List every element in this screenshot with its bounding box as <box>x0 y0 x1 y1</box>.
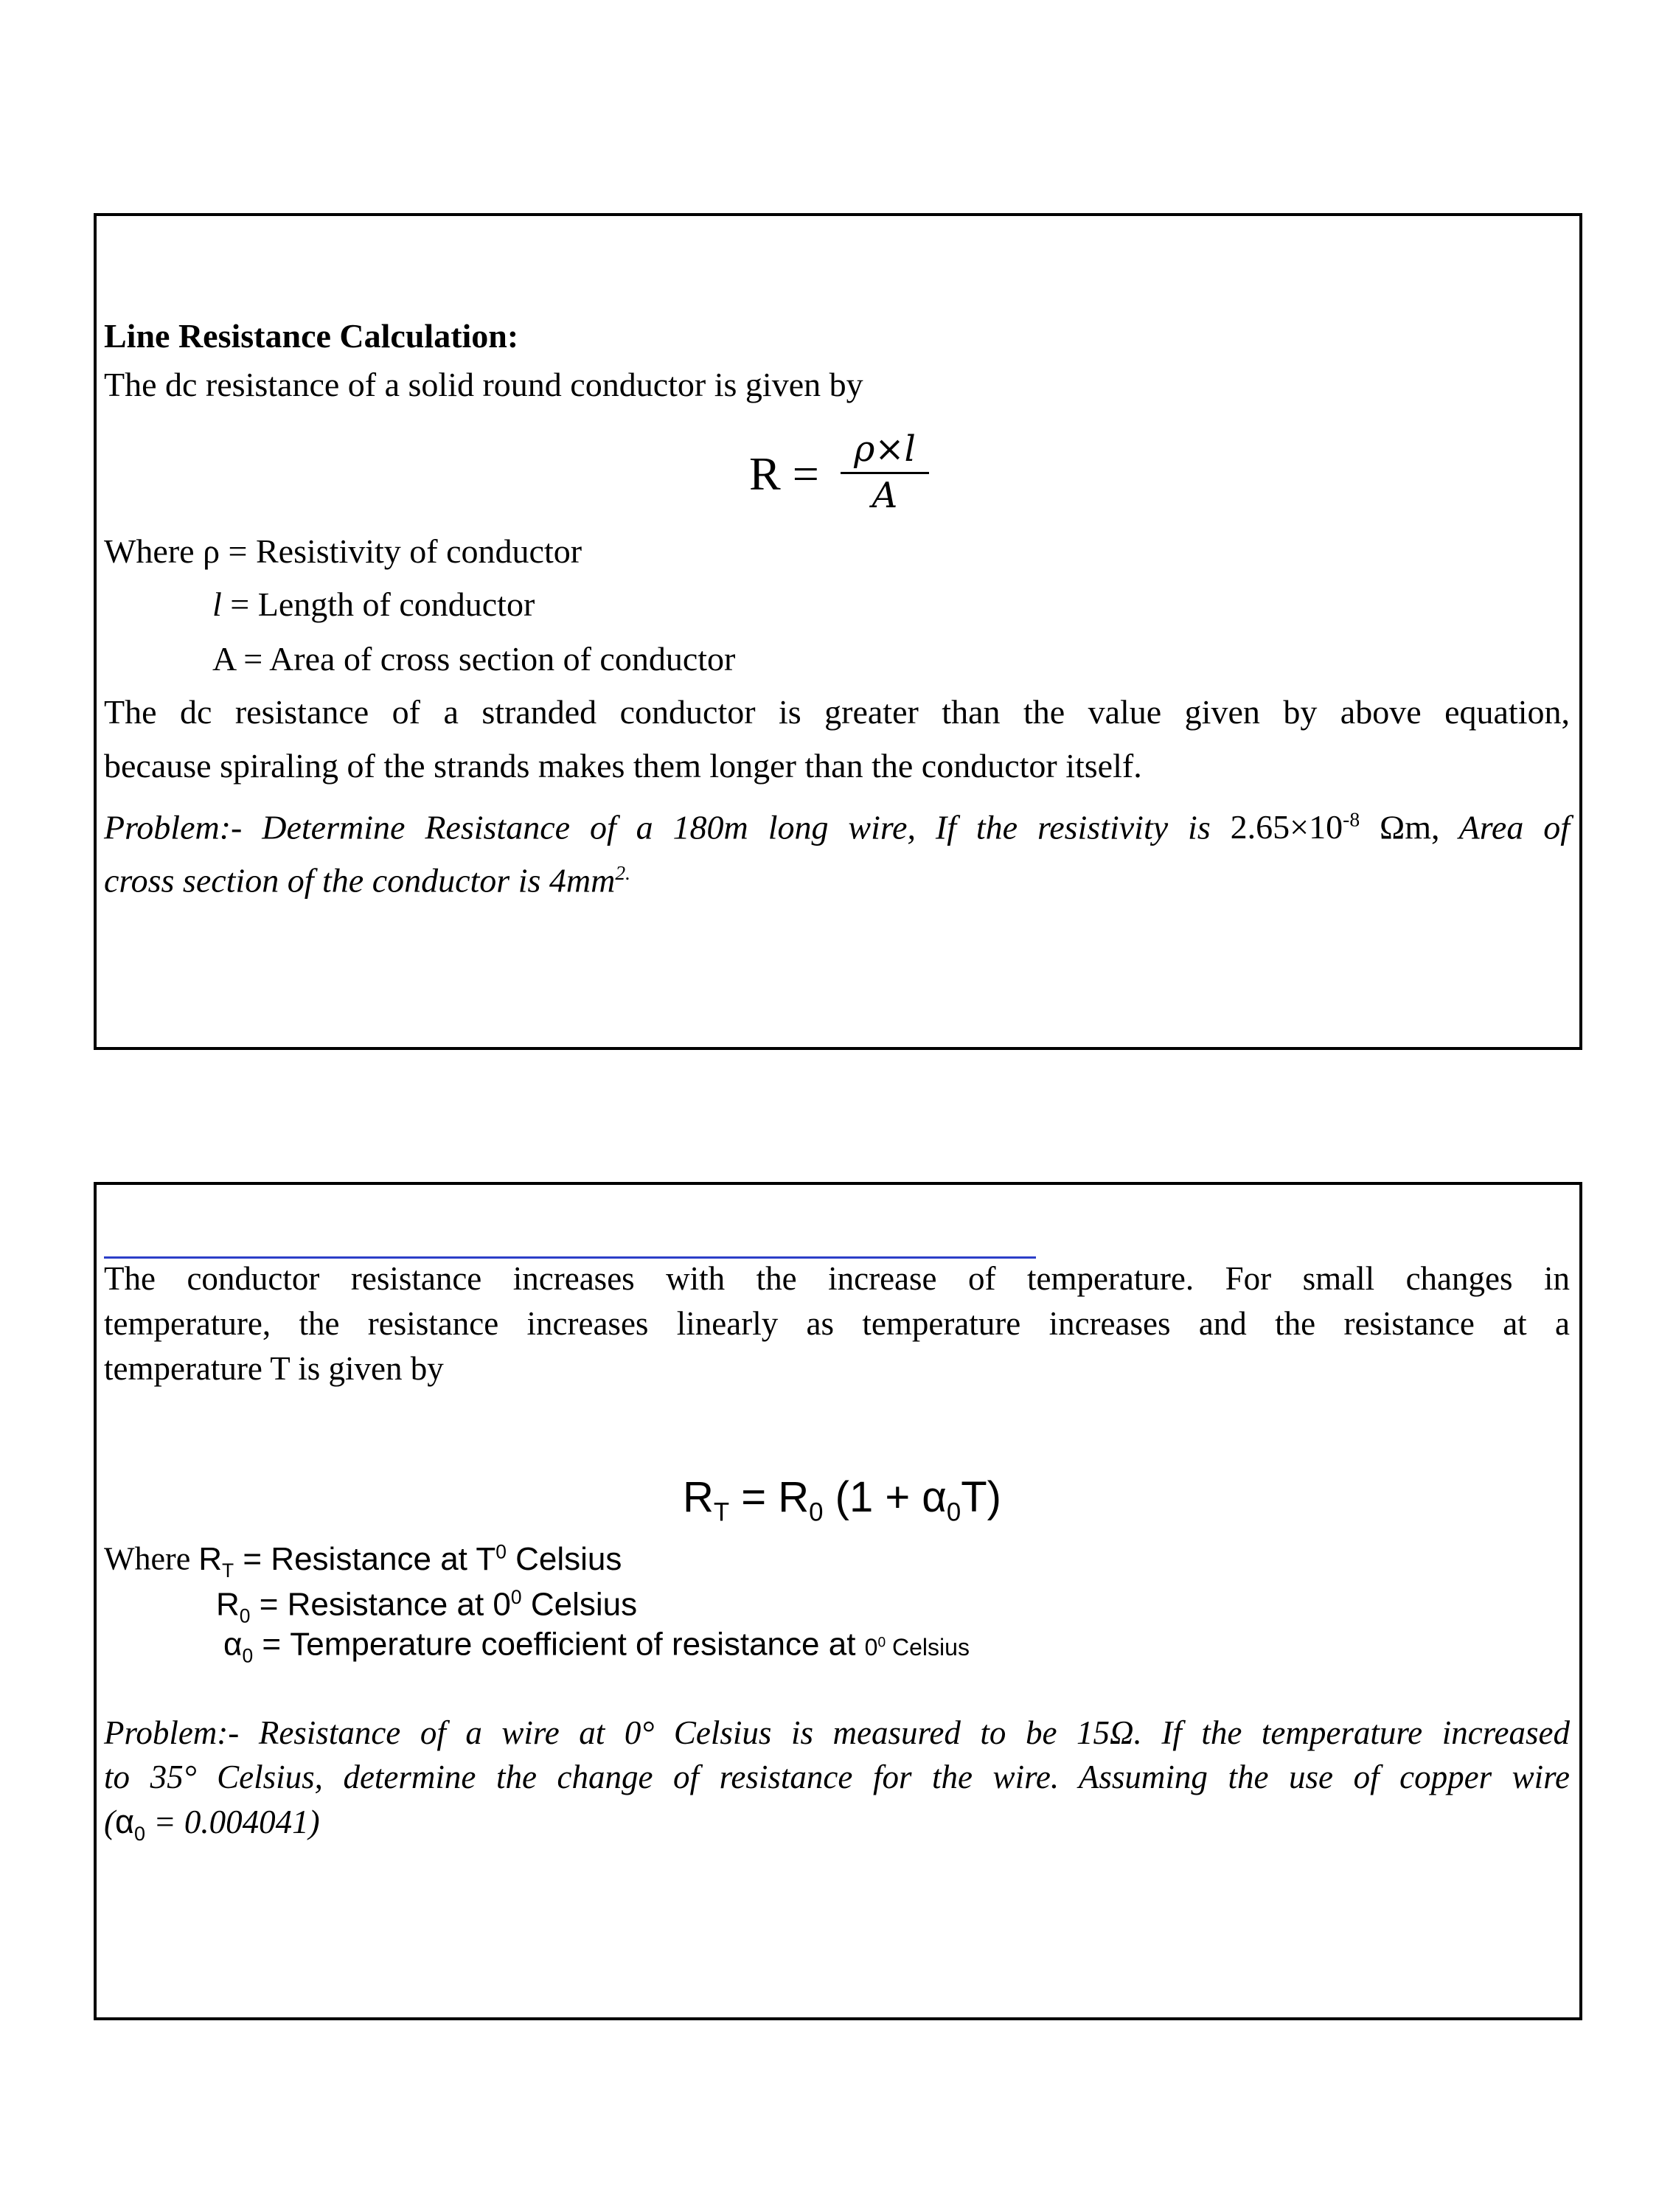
def-alpha0 <box>223 1622 970 1676</box>
intro-text: The dc resistance of a solid round conductor is given by <box>104 366 863 403</box>
equation-denominator: A <box>872 475 898 516</box>
stranded-text-line2: because spiraling of the strands makes them longer than the conductor itself. <box>104 747 1142 785</box>
definition: = Resistance at 0 <box>259 1586 511 1623</box>
temperature-equation <box>683 1472 1001 1539</box>
definition: = Area of cross section of conductor <box>243 640 736 678</box>
definition-tail: Celsius <box>506 1540 622 1577</box>
intro-line1: The conductor resistance increases with the increase of temperature. For small changes in <box>104 1260 1570 1297</box>
definition: = Length of conductor <box>230 585 535 623</box>
paren: ( <box>104 1804 115 1840</box>
problem-text: cross section of the conductor is 4mm <box>104 861 616 900</box>
problem-2-line2: to 35° Celsius, determine the change of resistance for the wire. Assuming the use of copper wire <box>104 1759 1570 1795</box>
where-area <box>212 639 735 680</box>
problem-1-line2 <box>104 852 630 901</box>
definition-tail: Celsius <box>521 1586 638 1623</box>
problem-text: Problem:- Determine Resistance of a 180m long wire, If the resistivity is <box>104 808 1211 846</box>
where-rho <box>104 531 582 572</box>
definition: = Resistivity of conductor <box>228 532 582 570</box>
eq-sub: T <box>713 1498 730 1527</box>
superscript: 2. <box>615 861 631 884</box>
problem-text: Area of <box>1458 808 1571 846</box>
problem-1-line1 <box>104 799 1570 848</box>
stranded-text-line1: The dc resistance of a stranded conductor is greater than the value given by above equation, <box>104 693 1570 731</box>
sub: 0 <box>242 1644 254 1667</box>
sub: T <box>222 1559 234 1582</box>
section-heading: Line Resistance Calculation: <box>104 317 519 355</box>
definition: = Resistance at T <box>243 1540 496 1577</box>
sub: 0 <box>134 1823 146 1845</box>
value: 2.65×10 <box>1230 808 1343 846</box>
exponent: -8 <box>1343 808 1360 831</box>
problem-text: = 0.004041) <box>145 1804 320 1840</box>
eq-part: R <box>683 1473 714 1521</box>
sup: 0 <box>495 1540 507 1562</box>
sub: 0 <box>239 1604 251 1627</box>
symbol: R <box>216 1586 240 1623</box>
intro-line3: temperature T is given by <box>104 1350 444 1387</box>
equation-numerator: ρ×l <box>841 428 929 474</box>
symbol: α <box>223 1626 243 1663</box>
unit: Ωm, <box>1380 808 1440 846</box>
sup: 0 <box>510 1586 522 1608</box>
equation-lhs: R = <box>749 448 819 500</box>
eq-sub: 0 <box>809 1498 824 1527</box>
symbol: A <box>212 640 235 678</box>
problem-2-line3 <box>104 1801 320 1854</box>
small-text: Celsius <box>886 1633 970 1660</box>
symbol: R <box>198 1540 223 1577</box>
where-length <box>212 584 535 625</box>
symbol: ρ <box>203 532 220 570</box>
where-label: Where <box>104 1540 191 1577</box>
small-text: 0 <box>864 1633 878 1660</box>
eq-part: T) <box>961 1473 1001 1521</box>
resistivity-value <box>1231 808 1360 846</box>
sup: 0 <box>877 1635 886 1650</box>
intro-line2: temperature, the resistance increases linearly as temperature increases and the resistance at a <box>104 1305 1570 1342</box>
where-label: Where <box>104 532 195 570</box>
eq-part: = R <box>729 1473 810 1521</box>
symbol: l <box>212 585 222 623</box>
problem-2-line1: Problem:- Resistance of a wire at 0° Celsius is measured to be 15Ω. If the temperature increased <box>104 1714 1570 1751</box>
definition: = Temperature coefficient of resistance at <box>262 1626 865 1663</box>
alpha: α <box>115 1803 135 1840</box>
eq-sub: 0 <box>946 1498 961 1527</box>
equation-fraction <box>841 428 929 517</box>
eq-part: (1 + α <box>823 1473 947 1521</box>
